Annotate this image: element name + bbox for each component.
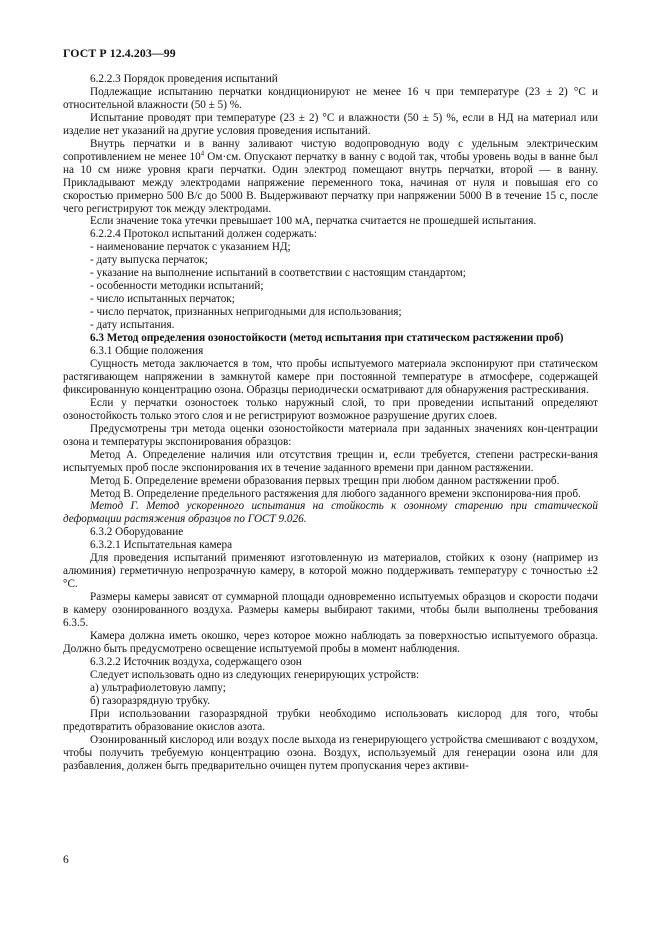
paragraph: Сущность метода заключается в том, что пробы испытуемого материала экспонируют при статическом растягивающем напряжении в замкнутой камере при постоянной температуре в атмосфере, содержащей фиксированную концентрацию озона. Образцы периодически осматривают для обнаружения растрескивания. [63, 357, 598, 396]
document-body [63, 73, 598, 772]
section-heading: 6.3 Метод определения озоностойкости (метод испытания при статическом растяжении проб) [90, 332, 564, 345]
list-item: - дату выпуска перчаток; [90, 254, 208, 267]
list-item: - указание на выполнение испытаний в соответствии с настоящим стандартом; [90, 267, 466, 280]
list-item: - число испытанных перчаток; [90, 293, 235, 306]
paragraph: Подлежащие испытанию перчатки кондиционируют не менее 16 ч при температуре (23 ± 2) °С и относительной влажности (50 ± 5) %. [63, 85, 598, 111]
method-c-paragraph: Метод В. Определение предельного растяжения для любого заданного времени экспонирова-ния проб. [90, 487, 581, 500]
paragraph: Следует использовать одно из следующих генерирующих устройств: [90, 668, 420, 681]
list-item: - число перчаток, признанных непригодными для использования; [90, 306, 402, 319]
list-item: - наименование перчаток с указанием НД; [90, 241, 291, 254]
list-item: - особенности методики испытаний; [90, 280, 264, 293]
list-item: б) газоразрядную трубку. [90, 694, 211, 707]
subsection-heading: 6.3.1 Общие положения [90, 345, 204, 358]
list-item: - дату испытания. [90, 319, 175, 332]
method-d-paragraph: Метод Г. Метод ускоренного испытания на стойкость к озонному старению при статической деформации растяжения образцов по ГОСТ 9.026. [63, 500, 598, 526]
paragraph: Предусмотрены три метода оценки озоностойкости материала при заданных значениях кон-центрации озона и температуры экспонирования образцов: [63, 422, 598, 448]
subsection-heading: 6.3.2 Оборудование [90, 526, 184, 539]
paragraph-text: Ом·см. Опускают перчатку в ванну с водой так, чтобы уровень воды в ванне был на 10 см ниже уровня краги перчатки. Один электрод помещают внутрь перчатки, второй — в ванну. Прикладывают между электродами напряжение переменного тока, начиная от нуля и повышая его со скоростью примерно 500 В/с до 5000 В. Выдерживают перчатку при напряжении 5000 В в течение 15 с, после чего регистрируют ток между электродами. [63, 150, 598, 215]
paragraph: Если значение тока утечки превышает 100 мА, перчатка считается не прошедшей испытания. [90, 215, 537, 228]
superscript: 4 [200, 148, 205, 157]
paragraph: Размеры камеры зависят от суммарной площади одновременно испытуемых образцов и скорости подачи в камеру озонированного воздуха. Размеры камеры выбирают такими, чтобы были выполнены требования 6.3.5. [63, 591, 598, 630]
paragraph: Для проведения испытаний применяют изготовленную из материалов, стойких к озону (например из алюминия) герметичную непрозрачную камеру, в которой можно поддерживать температуру с точностью ±2 °С. [63, 552, 598, 591]
paragraph: Испытание проводят при температуре (23 ± 2) °С и влажности (50 ± 5) %, если в НД на материал или изделие нет указаний на другие условия проведения испытаний. [63, 111, 598, 137]
paragraph: При использовании газоразрядной трубки необходимо использовать кислород для того, чтобы предотвратить образование окислов азота. [63, 707, 598, 733]
paragraph [63, 138, 598, 216]
subsection-heading: 6.2.2.4 Протокол испытаний должен содержать: [90, 228, 317, 241]
list-item: а) ультрафиолетовую лампу; [90, 681, 226, 694]
paragraph: Озонированный кислород или воздух после выхода из генерирующего устройства смешивают с воздухом, чтобы получить требуемую концентрацию озона. Воздух, используемый для генерации озона или для разбавления, должен быть предварительно очищен путем пропускания через активи- [63, 733, 598, 772]
subsection-heading: 6.3.2.1 Испытательная камера [90, 539, 233, 552]
subsection-heading: 6.2.2.3 Порядок проведения испытаний [90, 73, 278, 85]
paragraph: Если у перчатки озоностоек только наружный слой, то при проведении испытаний определяют озоностойкость только этого слоя и не регистрируют возможное разрушение других слоев. [63, 396, 598, 422]
paragraph: Камера должна иметь окошко, через которое можно наблюдать за поверхностью испытуемого образца. Должно быть предусмотрено освещение испытуемой пробы в момент наблюдения. [63, 629, 598, 655]
document-header: ГОСТ Р 12.4.203—99 [63, 46, 176, 60]
subsection-heading: 6.3.2.2 Источник воздуха, содержащего озон [90, 655, 302, 668]
method-a-paragraph: Метод А. Определение наличия или отсутствия трещин и, если требуется, степени растрески-вания испытуемых проб после экспонирования их в течение заданного времени при данном растяжении. [63, 448, 598, 474]
paragraph-text: Внутрь перчатки и в ванну заливают чистую водопроводную воду с удельным электрическим сопротивлением не менее 10 [63, 137, 598, 163]
page-number: 6 [63, 854, 69, 866]
method-b-paragraph: Метод Б. Определение времени образования первых трещин при любом данном растяжении проб. [90, 474, 560, 487]
